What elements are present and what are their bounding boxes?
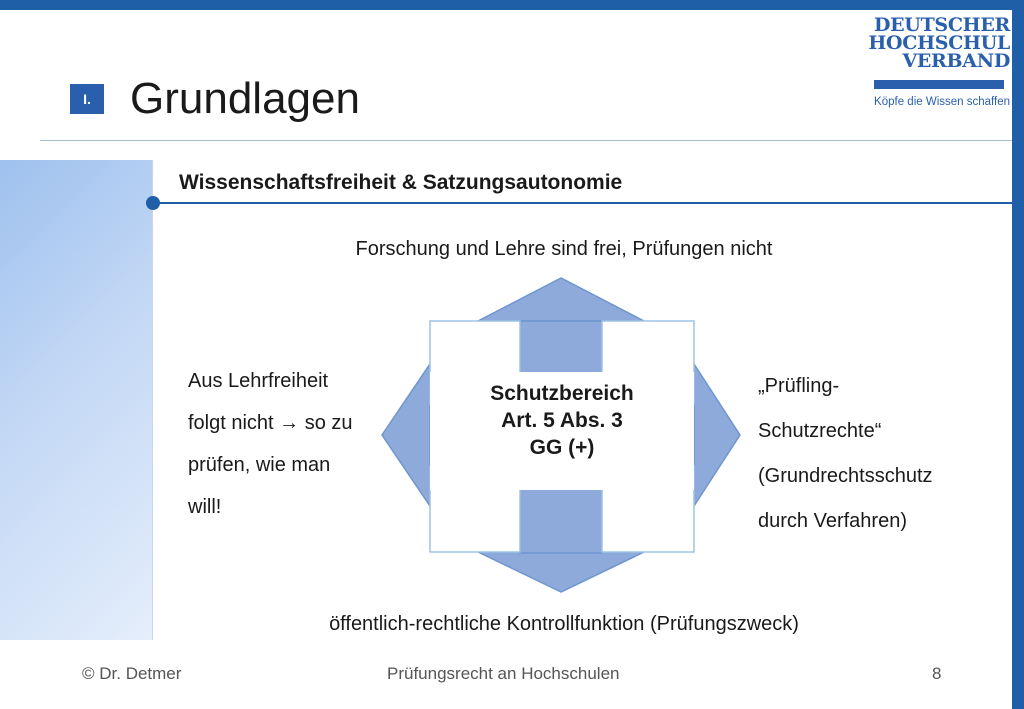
right-statement <box>758 364 988 544</box>
section-badge: I. <box>70 84 104 114</box>
side-gradient-panel <box>0 160 153 640</box>
center-label-line: Art. 5 Abs. 3 <box>501 409 623 432</box>
right-statement-line: (Grundrechtsschutz <box>758 465 933 487</box>
arrow-up-shape <box>478 278 644 321</box>
left-statement <box>188 360 388 528</box>
top-statement: Forschung und Lehre sind frei, Prüfungen nicht <box>355 238 773 260</box>
center-label-line: GG (+) <box>529 436 595 459</box>
left-statement-line: will! <box>188 496 222 518</box>
page-title: Grundlagen <box>130 74 360 123</box>
logo-tagline: Köpfe die Wissen schaffen <box>874 96 1010 108</box>
subtitle-divider <box>158 202 1012 204</box>
footer-course-title: Prüfungsrecht an Hochschulen <box>387 664 620 683</box>
logo-line: HOCHSCHUL <box>868 32 1010 54</box>
center-label-line: Schutzbereich <box>490 382 634 405</box>
left-statement-line: folgt nicht → so zu <box>188 412 353 434</box>
logo-line: DEUTSCHER <box>873 14 1010 36</box>
right-statement-line: „Prüfling- <box>758 375 840 397</box>
slide-subtitle: Wissenschaftsfreiheit & Satzungsautonomie <box>179 171 623 194</box>
page-number: 8 <box>932 664 942 683</box>
right-statement-line: Schutzrechte“ <box>758 420 882 442</box>
bottom-statement: öffentlich-rechtliche Kontrollfunktion (Prüfungszweck) <box>329 613 799 635</box>
footer-author: © Dr. Detmer <box>82 664 182 683</box>
dhv-logo <box>866 16 1010 70</box>
center-label <box>430 380 694 461</box>
left-statement-line: prüfen, wie man <box>188 454 331 476</box>
left-statement-line: Aus Lehrfreiheit <box>188 370 329 392</box>
right-statement-line: durch Verfahren) <box>758 510 907 532</box>
logo-bar <box>874 80 1004 89</box>
logo-line: VERBAND <box>902 50 1010 72</box>
top-accent-bar <box>0 0 1024 10</box>
arrow-left-shape <box>382 364 430 506</box>
arrow-down-shape <box>478 552 644 592</box>
arrow-right-shape <box>694 364 740 506</box>
title-divider <box>40 140 1012 141</box>
right-accent-bar <box>1012 10 1024 709</box>
